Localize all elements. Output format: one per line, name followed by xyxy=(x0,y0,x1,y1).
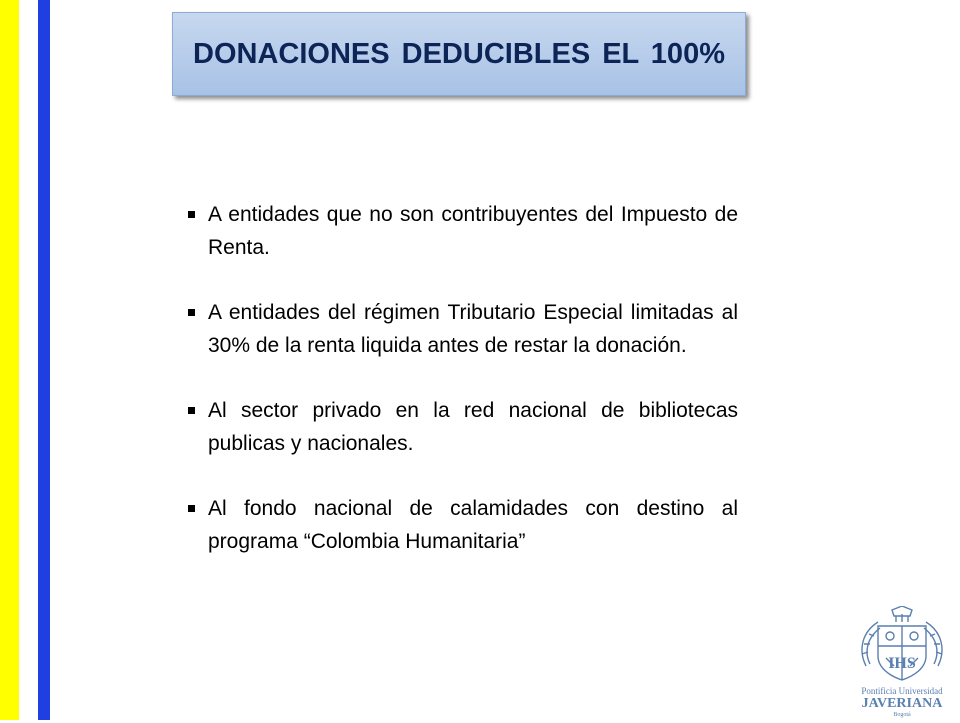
bullet-item xyxy=(186,198,738,264)
bullet-item xyxy=(186,296,738,362)
bullet-item xyxy=(186,394,738,460)
title-box xyxy=(172,12,746,96)
bullet-text: Al sector privado en la red nacional de bibliotecas publicas y nacionales. xyxy=(208,399,738,455)
logo-monogram: IHS xyxy=(888,655,916,672)
university-crest-icon xyxy=(852,606,952,718)
bullet-text: A entidades del régimen Tributario Especial limitadas al 30% de la renta liquida antes de restar la donación. xyxy=(208,301,738,357)
bullet-text: Al fondo nacional de calamidades con destino al programa “Colombia Humanitaria” xyxy=(208,497,738,553)
square-bullet-icon xyxy=(188,309,195,316)
logo-line3: Bogotá xyxy=(893,712,911,718)
left-blue-stripe xyxy=(38,0,50,720)
square-bullet-icon xyxy=(188,505,195,512)
university-logo xyxy=(852,606,952,718)
bullet-text: A entidades que no son contribuyentes del Impuesto de Renta. xyxy=(208,203,738,259)
bullet-item xyxy=(186,492,738,558)
left-white-gap xyxy=(19,0,38,720)
square-bullet-icon xyxy=(188,211,195,218)
bullet-list xyxy=(186,198,738,590)
slide-title: DONACIONES DEDUCIBLES EL 100% xyxy=(193,38,725,70)
logo-line1: Pontificia Universidad xyxy=(861,686,943,696)
left-yellow-stripe xyxy=(0,0,19,720)
square-bullet-icon xyxy=(188,407,195,414)
logo-line2: JAVERIANA xyxy=(861,696,943,711)
